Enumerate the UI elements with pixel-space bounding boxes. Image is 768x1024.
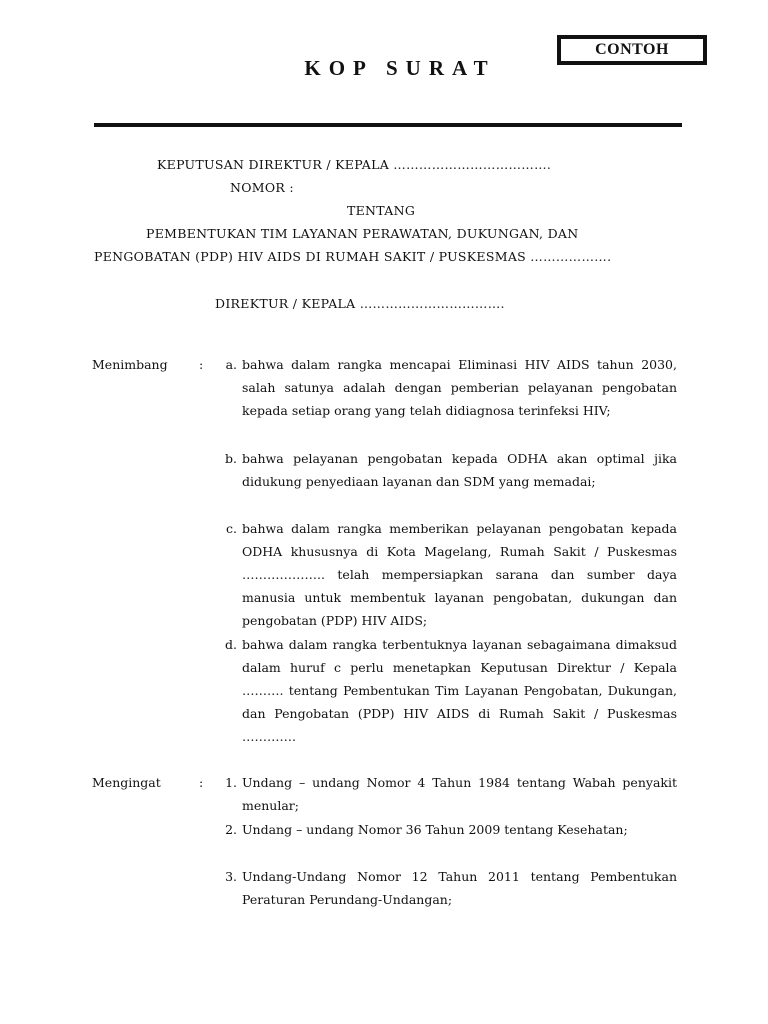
decree-subject-line-1: PEMBENTUKAN TIM LAYANAN PERAWATAN, DUKUNGAN, DAN (146, 226, 579, 241)
mengingat-colon: : (199, 775, 204, 790)
item-marker: 2. (225, 822, 237, 837)
decree-number: NOMOR : (230, 180, 294, 195)
menimbang-colon: : (199, 357, 204, 372)
item-marker: d. (225, 637, 237, 652)
letterhead-title: KOP SURAT (304, 56, 496, 80)
item-marker: 1. (225, 775, 237, 790)
decree-official: DIREKTUR / KEPALA ……………………………. (215, 296, 505, 311)
item-text: Undang – undang Nomor 36 Tahun 2009 tentang Kesehatan; (242, 822, 628, 837)
item-marker: 3. (225, 869, 237, 884)
mengingat-label: Mengingat (92, 775, 161, 790)
item-text: bahwa dalam rangka terbentuknya layanan sebagaimana dimaksud dalam huruf c perlu menetapkan Keputusan Direktur / Kepala ………. tentang Pembentukan Tim Layanan Pengobatan, Dukungan, dan Pengobatan (PDP) HIV AIDS di Rumah Sakit / Puskesmas …………. (242, 637, 677, 744)
item-text: Undang – undang Nomor 4 Tahun 1984 tentang Wabah penyakit menular; (242, 775, 677, 813)
item-text: bahwa pelayanan pengobatan kepada ODHA akan optimal jika didukung penyediaan layanan dan SDM yang memadai; (242, 451, 677, 489)
item-marker: a. (225, 357, 237, 372)
item-marker: c. (226, 521, 237, 536)
item-marker: b. (225, 451, 237, 466)
letterhead-divider (94, 123, 682, 127)
item-text: bahwa dalam rangka mencapai Eliminasi HIV AIDS tahun 2030, salah satunya adalah dengan pemberian pelayanan pengobatan kepada setiap orang yang telah didiagnosa terinfeksi HIV; (242, 357, 677, 418)
sample-stamp: CONTOH (557, 35, 707, 65)
menimbang-label: Menimbang (92, 357, 168, 372)
item-text: bahwa dalam rangka memberikan pelayanan pengobatan kepada ODHA khususnya di Kota Magelang, Rumah Sakit / Puskesmas ……………….. telah mempersiapkan sarana dan sumber daya manusia untuk membentuk layanan pengobatan, dukungan dan pengobatan (PDP) HIV AIDS; (242, 521, 677, 628)
decree-about: TENTANG (347, 203, 416, 218)
item-text: Undang-Undang Nomor 12 Tahun 2011 tentang Pembentukan Peraturan Perundang-Undangan; (242, 869, 677, 907)
decree-title: KEPUTUSAN DIREKTUR / KEPALA ………………………………. (157, 157, 552, 172)
decree-subject-line-2: PENGOBATAN (PDP) HIV AIDS DI RUMAH SAKIT / PUSKESMAS ………………. (94, 249, 612, 264)
